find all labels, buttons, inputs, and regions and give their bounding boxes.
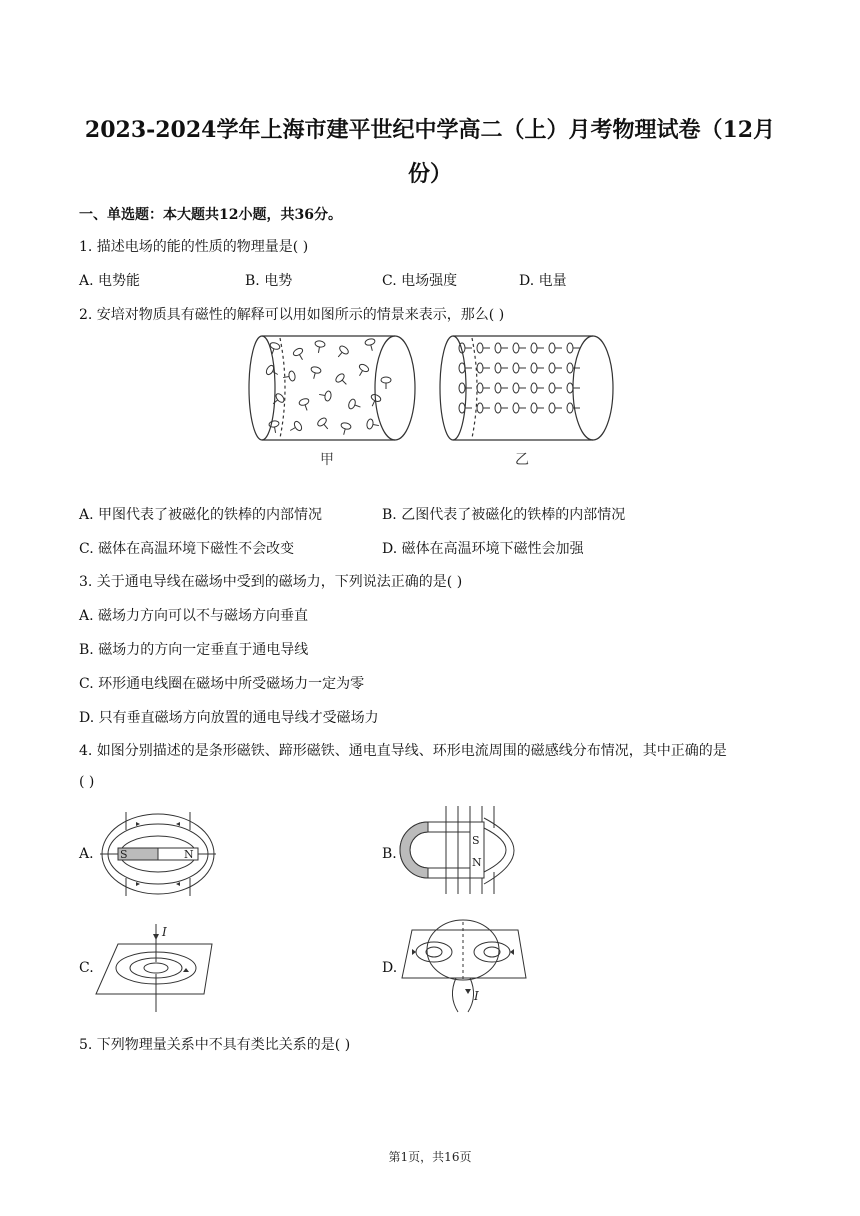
- straight-wire-figure: [94, 922, 218, 1014]
- fig-label-yi: 乙: [515, 452, 529, 468]
- q1-option-b: B. 电势: [245, 273, 293, 289]
- q1-option-a: A. 电势能: [79, 273, 141, 289]
- page-footer: 第1页，共16页: [388, 1150, 472, 1164]
- exam-title-line1: 2023-2024学年上海市建平世纪中学高二（上）月考物理试卷（12月: [84, 117, 776, 143]
- q4-option-a-label: A.: [79, 846, 94, 862]
- q4-option-d-label: D.: [382, 960, 398, 976]
- q2-figure: [240, 326, 620, 474]
- q3-option-c: C. 环形通电线圈在磁场中所受磁场力一定为零: [79, 676, 365, 692]
- q4-option-b-label: B.: [382, 846, 397, 862]
- q1-option-c: C. 电场强度: [382, 273, 458, 289]
- q2-option-b: B. 乙图代表了被磁化的铁棒的内部情况: [382, 507, 626, 523]
- q3-option-d: D. 只有垂直磁场方向放置的通电导线才受磁场力: [79, 710, 379, 726]
- q2-option-c: C. 磁体在高温环境下磁性不会改变: [79, 541, 295, 557]
- q2-stem: 2. 安培对物质具有磁性的解释可以用如图所示的情景来表示，那么( ): [79, 307, 505, 323]
- q3-stem: 3. 关于通电导线在磁场中受到的磁场力，下列说法正确的是( ): [79, 574, 463, 590]
- q4-option-c-label: C.: [79, 960, 94, 976]
- wire-current-label: I: [162, 925, 167, 939]
- q1-option-d: D. 电量: [519, 273, 567, 289]
- section-heading: 一、单选题：本大题共12小题，共36分。: [79, 207, 342, 223]
- bar-magnet-figure: [96, 808, 220, 900]
- horseshoe-s: S: [472, 834, 480, 847]
- ring-current-label: I: [474, 989, 479, 1003]
- ring-current-figure: [398, 916, 528, 1016]
- exam-title: [60, 108, 800, 196]
- bar-magnet-s: S: [120, 848, 128, 861]
- q1-stem: 1. 描述电场的能的性质的物理量是( ): [79, 239, 309, 255]
- q5-stem: 5. 下列物理量关系中不具有类比关系的是( ): [79, 1037, 351, 1053]
- horseshoe-n: N: [472, 856, 482, 869]
- q4-stem-line2: ( ): [79, 774, 95, 790]
- bar-magnet-n: N: [184, 848, 194, 861]
- horseshoe-magnet-figure: [398, 804, 528, 896]
- q3-option-b: B. 磁场力的方向一定垂直于通电导线: [79, 642, 309, 658]
- q3-option-a: A. 磁场力方向可以不与磁场方向垂直: [79, 608, 309, 624]
- q2-option-d: D. 磁体在高温环境下磁性会加强: [382, 541, 584, 557]
- fig-label-jia: 甲: [320, 452, 334, 468]
- exam-title-line2: 份）: [407, 161, 452, 187]
- q2-option-a: A. 甲图代表了被磁化的铁棒的内部情况: [79, 507, 323, 523]
- q4-stem-line1: 4. 如图分别描述的是条形磁铁、蹄形磁铁、通电直导线、环形电流周围的磁感线分布情况，其中正确的是: [79, 743, 727, 759]
